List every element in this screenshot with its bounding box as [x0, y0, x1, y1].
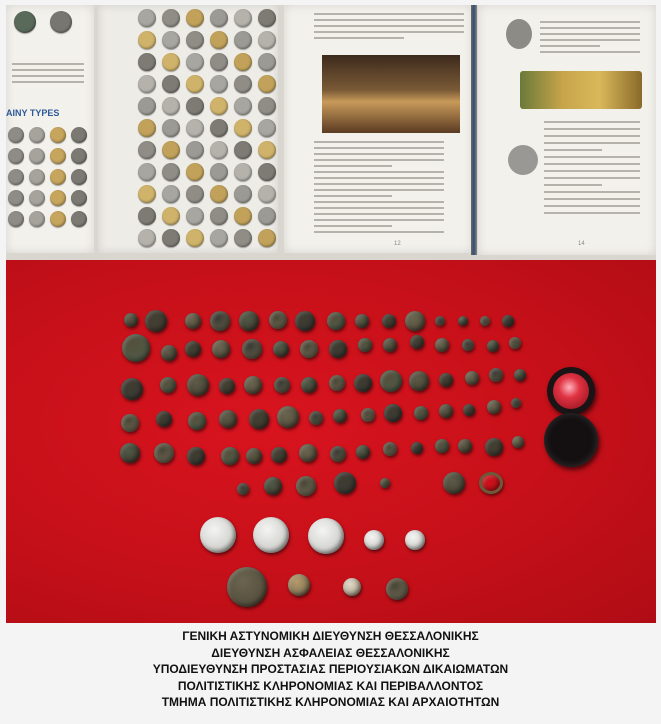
book-coin-image: [186, 97, 204, 115]
book-coin-image: [234, 185, 252, 203]
book-coin-image: [186, 31, 204, 49]
coin: [356, 445, 370, 459]
book-coin-image: [234, 229, 252, 247]
book-coin-image: [14, 11, 36, 33]
book-page-left: [6, 5, 94, 253]
coin: [384, 404, 402, 422]
book-coin-image: [50, 11, 72, 33]
magnifier-case: [544, 413, 598, 467]
book-coin-image: [138, 31, 156, 49]
coin: [443, 472, 465, 494]
coin: [463, 404, 475, 416]
book-coin-image: [162, 119, 180, 137]
book-text-line: [12, 81, 84, 83]
book-coin-image: [138, 185, 156, 203]
book-coin-image: [186, 75, 204, 93]
book-text-line: [540, 21, 640, 23]
book-coin-image: [29, 190, 45, 206]
book-coin-image: [162, 229, 180, 247]
book-text-line: [314, 141, 444, 143]
caption-line: ΠΟΛΙΤΙΣΤΙΚΗΣ ΚΛΗΡΟΝΟΜΙΑΣ ΚΑΙ ΠΕΡΙΒΑΛΛΟΝΤΟΣ: [177, 678, 484, 693]
coin: [329, 375, 345, 391]
book-page-right: [478, 5, 656, 255]
book-text-line: [314, 225, 392, 227]
caption-line: ΥΠΟΔΙΕΥΘΥΝΣΗ ΠΡΟΣΤΑΣΙΑΣ ΠΕΡΙΟΥΣΙΑΚΩΝ ΔΙΚΑΙΩΜΑΤΩΝ: [152, 662, 509, 676]
coin: [242, 339, 262, 359]
book-coin-image: [186, 141, 204, 159]
coin: [200, 517, 236, 553]
coin: [405, 311, 425, 331]
book-text-line: [540, 27, 640, 29]
book-coin-image: [258, 31, 276, 49]
book-coin-image: [50, 148, 66, 164]
book-text-line: [314, 13, 464, 15]
book-text-line: [314, 37, 404, 39]
book-coin-image: [71, 190, 87, 206]
coin: [439, 373, 453, 387]
coin: [458, 439, 472, 453]
book-coin-image: [138, 53, 156, 71]
book-text-line: [540, 51, 640, 53]
book-illustration-coin-bottom: [508, 145, 538, 175]
book-page-heading: AINY TYPES: [6, 108, 60, 118]
coin: [187, 374, 209, 396]
book-illustration-gold: [520, 71, 642, 109]
coin: [185, 313, 201, 329]
book-illustration-tomb: [322, 55, 460, 133]
coin: [309, 411, 323, 425]
book-text-line: [540, 33, 640, 35]
book-coin-image: [138, 75, 156, 93]
book-page-coin-plate: [98, 5, 278, 253]
book-text-line: [544, 156, 640, 158]
book-text-line: [544, 198, 640, 200]
coin: [383, 442, 397, 456]
book-coin-image: [210, 119, 228, 137]
coin: [210, 311, 230, 331]
book-text-line: [544, 149, 602, 151]
coin: [145, 310, 167, 332]
coin: [435, 338, 449, 352]
book-coin-image: [162, 207, 180, 225]
book-coin-image: [162, 185, 180, 203]
book-text-line: [314, 165, 392, 167]
book-text-line: [314, 19, 464, 21]
coin: [156, 411, 172, 427]
book-text-line: [544, 142, 640, 144]
book-coin-image: [258, 185, 276, 203]
book-coin-image: [138, 207, 156, 225]
book-coin-image: [210, 141, 228, 159]
book-coin-image: [234, 53, 252, 71]
book-coin-image: [186, 53, 204, 71]
book-coin-image: [258, 119, 276, 137]
book-coin-image: [8, 211, 24, 227]
coin: [300, 340, 318, 358]
book-coin-image: [162, 9, 180, 27]
book-coin-image: [210, 163, 228, 181]
book-coin-image: [50, 127, 66, 143]
book-text-line: [544, 170, 640, 172]
coin: [333, 409, 347, 423]
coin: [273, 341, 289, 357]
caption-line: ΔΙΕΥΘΥΝΣΗ ΑΣΦΑΛΕΙΑΣ ΘΕΣΣΑΛΟΝΙΚΗΣ: [211, 645, 450, 660]
book-coin-image: [138, 141, 156, 159]
book-coin-image: [50, 211, 66, 227]
coin: [249, 409, 269, 429]
book-coin-image: [258, 141, 276, 159]
coin: [122, 334, 150, 362]
book-text-line: [314, 159, 444, 161]
book-coin-image: [186, 9, 204, 27]
book-coin-image: [258, 97, 276, 115]
book-text-line: [544, 177, 640, 179]
coin: [489, 368, 503, 382]
book-text-line: [314, 153, 444, 155]
coin: [382, 314, 396, 328]
coin: [512, 436, 524, 448]
book-text-line: [540, 45, 600, 47]
coin: [380, 370, 402, 392]
coin: [410, 335, 424, 349]
book-coin-image: [8, 127, 24, 143]
book-text-line: [544, 212, 640, 214]
coin: [219, 378, 235, 394]
book-coin-image: [186, 207, 204, 225]
magnifier-lens: [553, 373, 589, 409]
coin: [295, 311, 315, 331]
caption-line: ΤΜΗΜΑ ΠΟΛΙΤΙΣΤΙΚΗΣ ΚΛΗΡΟΝΟΜΙΑΣ ΚΑΙ ΑΡΧΑΙΟΤΗΤΩΝ: [161, 695, 500, 709]
coin: [511, 398, 521, 408]
coin: [354, 374, 372, 392]
coin: [502, 315, 514, 327]
book-coin-image: [234, 141, 252, 159]
book-coin-image: [258, 9, 276, 27]
book-coin-image: [29, 169, 45, 185]
book-coin-image: [138, 119, 156, 137]
book-coin-image: [234, 75, 252, 93]
book-coin-image: [71, 148, 87, 164]
coin: [277, 406, 299, 428]
book-coin-image: [138, 9, 156, 27]
coin: [458, 316, 468, 326]
coin: [409, 371, 429, 391]
coin: [308, 518, 344, 554]
book-coin-image: [258, 207, 276, 225]
book-coin-image: [234, 97, 252, 115]
coin: [271, 447, 287, 463]
coin: [299, 444, 317, 462]
coin: [327, 312, 345, 330]
book-coin-image: [8, 148, 24, 164]
coin: [435, 316, 445, 326]
book-text-line: [544, 205, 640, 207]
coin: [329, 340, 347, 358]
book-coin-image: [210, 229, 228, 247]
book-coin-image: [162, 31, 180, 49]
book-coin-image: [210, 207, 228, 225]
book-coin-image: [162, 53, 180, 71]
coin: [274, 377, 290, 393]
book-text-line: [544, 121, 640, 123]
book-page-text: [284, 5, 472, 253]
coin: [120, 443, 140, 463]
coin: [487, 400, 501, 414]
coin: [301, 377, 317, 393]
book-text-line: [314, 213, 444, 215]
coin: [465, 371, 479, 385]
coin: [487, 340, 499, 352]
page-number: 12: [394, 241, 401, 247]
book-coin-image: [258, 163, 276, 181]
book-coin-image: [162, 75, 180, 93]
coin: [188, 412, 206, 430]
photo: [6, 5, 656, 623]
page-number: 14: [578, 241, 585, 247]
book-coin-image: [210, 97, 228, 115]
book-coin-image: [234, 119, 252, 137]
coin: [343, 578, 361, 596]
magnifier-loupe: [547, 367, 595, 415]
coin: [411, 442, 423, 454]
book-coin-image: [210, 75, 228, 93]
coin: [161, 345, 177, 361]
coin: [405, 530, 425, 550]
book-text-line: [544, 128, 640, 130]
book-coin-image: [138, 163, 156, 181]
coin: [124, 313, 138, 327]
coin: [361, 408, 375, 422]
book-text-line: [314, 201, 444, 203]
book-text-line: [12, 69, 84, 71]
coin: [221, 447, 239, 465]
book-text-line: [314, 147, 444, 149]
coin: [253, 517, 289, 553]
book-text-line: [544, 184, 602, 186]
book-coin-image: [234, 31, 252, 49]
open-books: [6, 5, 656, 263]
book-coin-image: [138, 97, 156, 115]
coin: [160, 377, 176, 393]
book-text-line: [544, 163, 640, 165]
book-coin-image: [186, 163, 204, 181]
book-coin-image: [162, 97, 180, 115]
book-coin-image: [186, 229, 204, 247]
coin: [485, 438, 503, 456]
coin: [330, 446, 346, 462]
book-coin-image: [234, 9, 252, 27]
book-coin-image: [210, 9, 228, 27]
book-coin-image: [234, 207, 252, 225]
book-spine: [471, 5, 477, 255]
book-coin-image: [71, 169, 87, 185]
coin: [269, 311, 287, 329]
coin: [244, 376, 262, 394]
coin: [239, 311, 259, 331]
book-text-line: [314, 25, 464, 27]
coin: [414, 406, 428, 420]
coin: [121, 378, 143, 400]
coin: [246, 448, 262, 464]
coin: [364, 530, 384, 550]
book-text-line: [314, 177, 444, 179]
coin: [227, 567, 267, 607]
book-text-line: [314, 31, 464, 33]
coin: [355, 314, 369, 328]
book-coin-image: [210, 31, 228, 49]
coin: [358, 338, 372, 352]
book-text-line: [314, 171, 444, 173]
book-text-line: [12, 63, 84, 65]
coin: [187, 447, 205, 465]
bronze-ring: [479, 472, 503, 494]
book-coin-image: [8, 169, 24, 185]
coin: [264, 477, 282, 495]
coin: [514, 369, 526, 381]
coin: [435, 439, 449, 453]
coin: [462, 339, 474, 351]
book-coin-image: [258, 229, 276, 247]
book-illustration-coin-top: [506, 19, 532, 49]
book-coin-image: [162, 163, 180, 181]
coin: [185, 341, 201, 357]
book-coin-image: [258, 75, 276, 93]
book-coin-image: [29, 127, 45, 143]
caption-line: ΓΕΝΙΚΗ ΑΣΤΥΝΟΜΙΚΗ ΔΙΕΥΘΥΝΣΗ ΘΕΣΣΑΛΟΝΙΚΗΣ: [182, 629, 479, 643]
book-coin-image: [50, 169, 66, 185]
coin: [212, 340, 230, 358]
book-coin-image: [71, 211, 87, 227]
book-text-line: [314, 231, 444, 233]
coin: [383, 338, 397, 352]
book-text-line: [314, 207, 444, 209]
book-coin-image: [71, 127, 87, 143]
book-coin-image: [210, 53, 228, 71]
coin: [380, 478, 390, 488]
book-text-line: [544, 135, 640, 137]
book-coin-image: [8, 190, 24, 206]
coin: [237, 483, 249, 495]
book-coin-image: [234, 163, 252, 181]
book-coin-image: [186, 185, 204, 203]
book-text-line: [314, 189, 444, 191]
book-coin-image: [210, 185, 228, 203]
book-text-line: [314, 219, 444, 221]
coin: [334, 472, 356, 494]
book-coin-image: [186, 119, 204, 137]
coin: [509, 337, 521, 349]
book-coin-image: [162, 141, 180, 159]
book-text-line: [540, 39, 640, 41]
book-coin-image: [50, 190, 66, 206]
coin: [439, 404, 453, 418]
book-text-line: [544, 191, 640, 193]
book-coin-image: [29, 211, 45, 227]
coin: [296, 476, 316, 496]
book-text-line: [314, 195, 392, 197]
book-coin-image: [258, 53, 276, 71]
coin: [219, 410, 237, 428]
book-coin-image: [29, 148, 45, 164]
book-coin-image: [138, 229, 156, 247]
coin: [154, 443, 174, 463]
coin: [121, 414, 139, 432]
caption: [0, 628, 661, 711]
book-text-line: [314, 183, 444, 185]
book-text-line: [12, 75, 84, 77]
coin: [288, 574, 310, 596]
coin: [480, 316, 490, 326]
coin: [386, 578, 408, 600]
